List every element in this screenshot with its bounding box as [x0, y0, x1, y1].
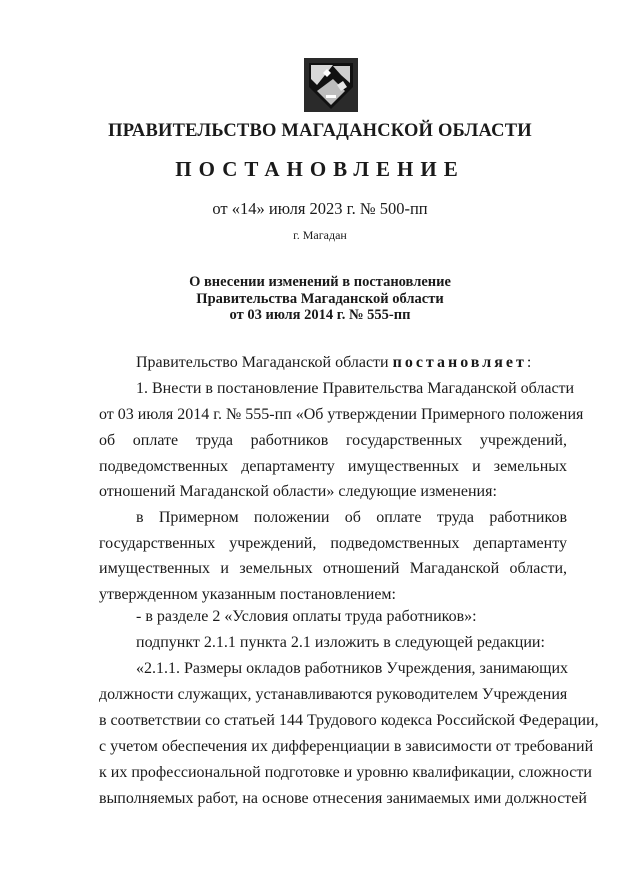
subject-line: Правительства Магаданской области [196, 290, 444, 307]
government-name: ПРАВИТЕЛЬСТВО МАГАДАНСКОЙ ОБЛАСТИ [108, 121, 532, 141]
body-line: от 03 июля 2014 г. № 555-пп «Об утверждении Примерного положения [99, 406, 584, 423]
body-line: - в разделе 2 «Условия оплаты труда работников»: [136, 608, 477, 625]
body-line: в соответствии со статьей 144 Трудового кодекса Российской Федерации, [99, 712, 599, 729]
decree-date-number: от «14» июля 2023 г. № 500-пп [212, 199, 428, 218]
subject-line: О внесении изменений в постановление [189, 274, 451, 290]
body-line: должности служащих, устанавливаются руководителем Учреждения [99, 686, 568, 703]
intro-prefix: Правительство Магаданской области [136, 354, 389, 371]
body-line: отношений Магаданской области» следующие изменения: [99, 483, 497, 500]
body-line: об оплате труда работников государственных учреждений, [99, 432, 567, 449]
body-line: выполняемых работ, на основе отнесения занимаемых ими должностей [99, 790, 587, 807]
body-line: государственных учреждений, подведомственных департаменту [99, 535, 567, 552]
body-line: подведомственных департаменту имущественных и земельных [99, 458, 567, 475]
subject-line: от 03 июля 2014 г. № 555-пп [229, 307, 411, 323]
body-line: с учетом обеспечения их дифференциации в зависимости от требований [99, 738, 594, 755]
body-line: 1. Внести в постановление Правительства Магаданской области [136, 380, 575, 397]
intro-paragraph [136, 354, 567, 372]
city-name: г. Магадан [293, 228, 347, 242]
intro-spaced-word: постановляет [392, 354, 527, 371]
body-line: «2.1.1. Размеры окладов работников Учреждения, занимающих [136, 660, 569, 677]
body-line: к их профессиональной подготовке и уровню квалификации, сложности [99, 764, 592, 781]
body-line: подпункт 2.1.1 пункта 2.1 изложить в следующей редакции: [136, 634, 545, 651]
body-line: имущественных и земельных отношений Магаданской области, [99, 560, 567, 577]
coat-of-arms-emblem [303, 57, 359, 113]
document-type-title: ПОСТАНОВЛЕНИЕ [175, 157, 465, 181]
body-line: утвержденном указанным постановлением: [99, 586, 396, 603]
decree-subject [0, 274, 640, 324]
body-line: в Примерном положении об оплате труда работников [136, 509, 567, 526]
intro-suffix: : [526, 354, 532, 371]
